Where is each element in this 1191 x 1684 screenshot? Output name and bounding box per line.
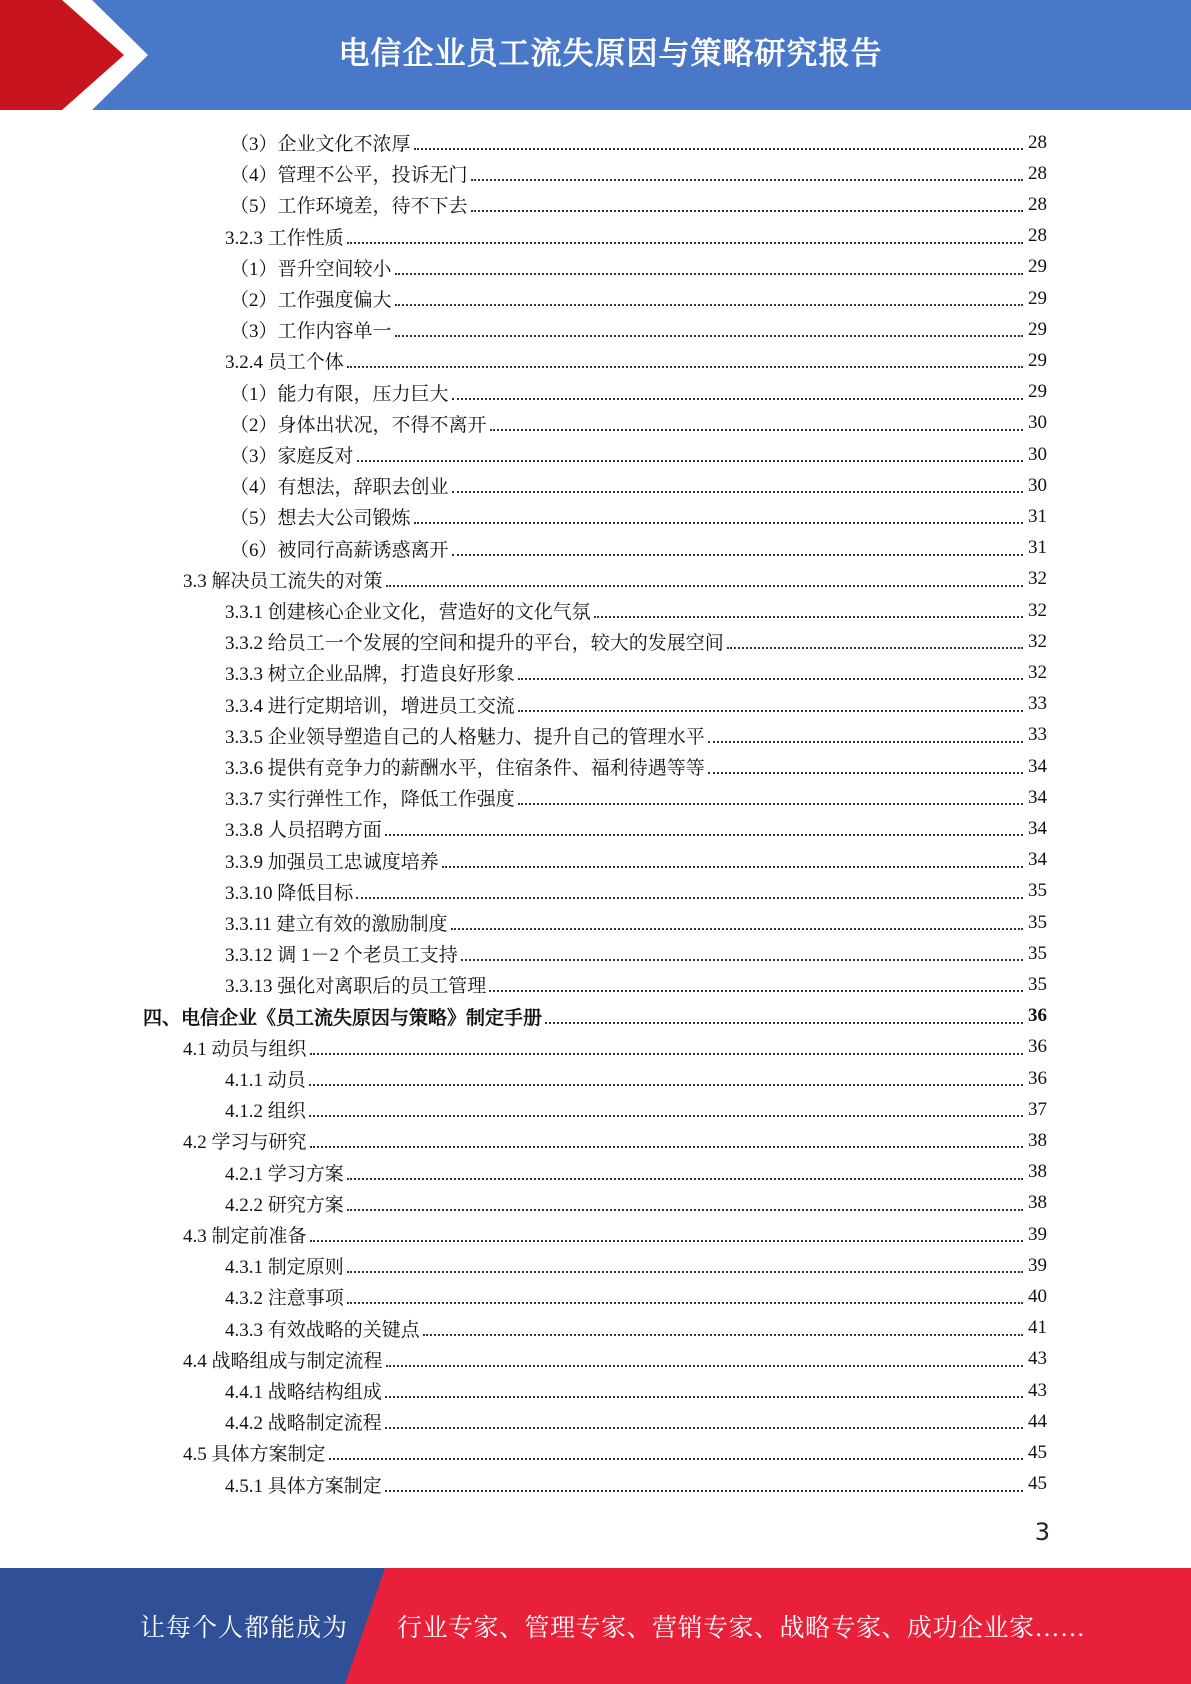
toc-entry-label: 3.3.2 给员工一个发展的空间和提升的平台，较大的发展空间 [225,633,724,655]
toc-leader-dots [461,940,1023,961]
toc-entry-page: 34 [1028,786,1047,808]
toc-entry-label: 3.3.12 调 1－2 个老员工支持 [225,945,458,967]
toc-entry-page: 39 [1028,1223,1047,1245]
toc-leader-dots [386,566,1023,587]
toc-entry-label: 3.3.8 人员招聘方面 [225,820,382,842]
toc-entry[interactable] [225,1094,1047,1125]
toc-leader-dots [442,847,1023,868]
page-number: 3 [1034,1518,1050,1546]
toc-entry-label: 四、电信企业《员工流失原因与策略》制定手册 [143,1007,543,1029]
toc-entry-page: 28 [1028,131,1047,153]
toc-entry-page: 36 [1028,1036,1047,1058]
toc-entry-page: 33 [1028,724,1047,746]
toc-entry-page: 34 [1028,817,1047,839]
toc-entry[interactable] [225,969,1047,1000]
toc-entry[interactable] [225,595,1047,626]
toc-leader-dots [518,784,1023,805]
toc-entry[interactable] [230,501,1047,532]
toc-entry-label: 3.3.3 树立企业品牌，打造良好形象 [225,664,515,686]
toc-entry-label: （1）能力有限，压力巨大 [230,383,449,405]
toc-entry-label: 3.2.3 工作性质 [225,227,344,249]
toc-entry-label: （3）工作内容单一 [230,321,392,343]
toc-leader-dots [310,1127,1023,1148]
toc-entry-label: 3.3 解决员工流失的对策 [183,570,383,592]
toc-leader-dots [347,223,1023,244]
document-title: 电信企业员工流失原因与策略研究报告 [338,35,883,72]
toc-entry-page: 35 [1028,880,1047,902]
toc-entry-page: 43 [1028,1379,1047,1401]
toc-entry-page: 31 [1028,537,1047,559]
toc-entry-page: 37 [1028,1098,1047,1120]
toc-entry[interactable] [225,1313,1047,1344]
toc-leader-dots [310,1034,1023,1055]
toc-entry-label: 4.4.2 战略制定流程 [225,1413,382,1435]
toc-entry-page: 32 [1028,599,1047,621]
toc-entry-label: 4.3.1 制定原则 [225,1257,344,1279]
toc-entry-page: 32 [1028,630,1047,652]
toc-entry-label: （4）管理不公平，投诉无门 [230,165,468,187]
toc-entry-page: 30 [1028,474,1047,496]
toc-entry-page: 36 [1028,1005,1047,1027]
toc-entry[interactable] [230,158,1047,189]
toc-entry-page: 30 [1028,412,1047,434]
toc-entry-label: 3.3.9 加强员工忠诚度培养 [225,851,439,873]
toc-entry-label: 4.4 战略组成与制定流程 [183,1350,383,1372]
toc-entry[interactable] [225,1250,1047,1281]
toc-entry[interactable] [225,1157,1047,1188]
toc-entry[interactable] [230,470,1047,501]
toc-entry[interactable] [183,564,1047,595]
toc-entry[interactable] [225,1281,1047,1312]
toc-entry[interactable] [183,1032,1047,1063]
toc-entry-label: 3.3.13 强化对离职后的员工管理 [225,976,487,998]
toc-entry-label: 4.3.2 注意事项 [225,1288,344,1310]
toc-leader-dots [452,472,1023,493]
toc-entry-label: 3.3.1 创建核心企业文化，营造好的文化气氛 [225,602,591,623]
toc-entry-label: （3）企业文化不浓厚 [230,134,411,155]
toc-entry-label: 3.2.4 员工个体 [225,352,344,374]
toc-entry-page: 32 [1028,568,1047,590]
toc-entry-label: 3.3.10 降低目标 [225,882,354,904]
toc-entry[interactable] [183,1344,1047,1375]
toc-entry-page: 41 [1028,1317,1047,1339]
toc-leader-dots [414,129,1023,150]
toc-entry-page: 31 [1028,505,1047,527]
toc-entry-label: 3.3.5 企业领导塑造自己的人格魅力、提升自己的管理水平 [225,726,705,748]
toc-entry[interactable] [225,221,1047,252]
toc-entry-label: 4.1.2 组织 [225,1101,306,1123]
toc-entry-label: 3.3.11 建立有效的激励制度 [225,914,448,935]
toc-entry-page: 35 [1028,942,1047,964]
toc-entry[interactable] [225,345,1047,376]
toc-leader-dots [347,1159,1023,1180]
toc-leader-dots [347,347,1023,368]
toc-entry[interactable] [225,689,1047,720]
toc-entry-page: 34 [1028,849,1047,871]
toc-entry-label: 4.5 具体方案制定 [183,1444,326,1466]
toc-entry-label: 4.4.1 战略结构组成 [225,1382,382,1403]
toc-entry-label: 4.2.2 研究方案 [225,1194,344,1216]
toc-entry[interactable] [225,1406,1047,1437]
toc-entry[interactable] [225,938,1047,969]
toc-leader-dots [490,410,1023,431]
toc-entry-page: 29 [1028,256,1047,278]
toc-entry[interactable] [183,1219,1047,1250]
footer-slogan-right: 行业专家、管理专家、营销专家、战略专家、成功企业家…… [397,1615,1086,1642]
footer-slogan-left: 让每个人都能成为 [140,1615,349,1642]
toc-entry-page: 44 [1028,1410,1047,1432]
toc-entry-page: 43 [1028,1348,1047,1370]
toc-entry-label: 3.3.7 实行弹性工作，降低工作强度 [225,789,515,811]
page-footer [0,1568,1191,1684]
toc-entry-page: 28 [1028,162,1047,184]
toc-entry-label: （5）工作环境差，待不下去 [230,196,468,218]
toc-leader-dots [423,1315,1023,1336]
toc-leader-dots [395,285,1023,306]
toc-entry[interactable] [230,252,1047,283]
toc-entry-page: 38 [1028,1161,1047,1183]
toc-entry-page: 29 [1028,318,1047,340]
toc-leader-dots [309,1065,1023,1086]
toc-entry-label: 4.5.1 具体方案制定 [225,1475,382,1497]
toc-leader-dots [385,1377,1023,1398]
toc-entry[interactable] [225,782,1047,813]
toc-entry[interactable] [230,127,1047,158]
toc-entry-label: 3.3.6 提供有竞争力的薪酬水平，住宿条件、福利待遇等等 [225,758,705,779]
toc-leader-dots [310,1221,1023,1242]
toc-entry-page: 35 [1028,973,1047,995]
toc-entry[interactable] [225,845,1047,876]
toc-leader-dots [395,254,1023,275]
toc-entry[interactable] [225,720,1047,751]
toc-entry-page: 38 [1028,1129,1047,1151]
toc-entry[interactable] [230,377,1047,408]
toc-entry-page: 36 [1028,1067,1047,1089]
toc-entry[interactable] [230,439,1047,470]
toc-leader-dots [357,441,1023,462]
toc-entry-page: 45 [1028,1441,1047,1463]
toc-entry-label: 4.3 制定前准备 [183,1226,307,1247]
toc-entry-page: 29 [1028,381,1047,403]
toc-leader-dots [471,191,1023,212]
toc-entry[interactable] [230,408,1047,439]
toc-entry[interactable] [225,1375,1047,1406]
toc-leader-dots [385,1408,1023,1429]
toc-leader-dots [545,1003,1023,1024]
toc-leader-dots [489,971,1023,992]
toc-entry-label: （6）被同行高薪诱惑离开 [230,539,449,561]
toc-entry-page: 28 [1028,193,1047,215]
toc-leader-dots [518,691,1023,712]
toc-leader-dots [329,1439,1023,1460]
toc-entry-label: （4）有想法，辞职去创业 [230,477,449,499]
toc-entry[interactable] [183,1437,1047,1468]
toc-leader-dots [356,878,1023,899]
toc-leader-dots [386,1346,1023,1367]
toc-entry-label: （3）家庭反对 [230,446,354,467]
toc-entry-label: 4.2 学习与研究 [183,1132,307,1154]
toc-leader-dots [518,659,1023,680]
toc-leader-dots [452,535,1023,556]
page-header [0,0,1191,110]
toc-entry[interactable] [225,1469,1047,1500]
toc-entry-page: 32 [1028,661,1047,683]
toc-entry[interactable] [225,626,1047,657]
toc-entry[interactable] [183,1125,1047,1156]
toc-leader-dots [708,722,1023,743]
toc-leader-dots [727,628,1023,649]
toc-entry-page: 35 [1028,911,1047,933]
toc-leader-dots [594,597,1023,618]
toc-leader-dots [452,379,1023,400]
toc-entry-page: 30 [1028,443,1047,465]
toc-entry[interactable] [230,283,1047,314]
toc-entry-label: 4.1 动员与组织 [183,1038,307,1060]
toc-entry[interactable] [225,907,1047,938]
toc-leader-dots [347,1283,1023,1304]
toc-entry-page: 33 [1028,693,1047,715]
toc-entry[interactable] [225,813,1047,844]
toc-entry[interactable] [225,876,1047,907]
toc-entry[interactable] [230,533,1047,564]
toc-leader-dots [471,160,1023,181]
toc-entry[interactable] [230,189,1047,220]
toc-leader-dots [414,503,1023,524]
toc-entry-label: （2）身体出状况，不得不离开 [230,414,487,436]
toc-leader-dots [309,1096,1023,1117]
toc-entry[interactable] [225,657,1047,688]
toc-entry-label: 4.1.1 动员 [225,1070,306,1091]
toc-entry-label: 3.3.4 进行定期培训，增进员工交流 [225,695,515,717]
toc-entry-label: 4.2.1 学习方案 [225,1163,344,1185]
toc-entry-page: 29 [1028,349,1047,371]
toc-entry-label: （2）工作强度偏大 [230,290,392,311]
toc-leader-dots [347,1252,1023,1273]
toc-leader-dots [708,753,1023,774]
toc-leader-dots [395,316,1023,337]
toc-leader-dots [385,1471,1023,1492]
toc-entry[interactable] [225,1188,1047,1219]
toc-entry[interactable] [225,1063,1047,1094]
toc-entry-page: 45 [1028,1473,1047,1495]
toc-entry-page: 29 [1028,287,1047,309]
toc-entry-label: 4.3.3 有效战略的关键点 [225,1319,420,1341]
toc-entry[interactable] [143,1001,1047,1032]
toc-leader-dots [385,815,1023,836]
toc-entry[interactable] [225,751,1047,782]
toc-entry-label: （1）晋升空间较小 [230,258,392,280]
toc-entry-page: 28 [1028,225,1047,247]
toc-leader-dots [347,1190,1023,1211]
toc-entry-page: 40 [1028,1285,1047,1307]
toc-leader-dots [451,909,1023,930]
toc-entry[interactable] [230,314,1047,345]
toc-entry-page: 38 [1028,1192,1047,1214]
toc-entry-page: 34 [1028,755,1047,777]
toc-entry-label: （5）想去大公司锻炼 [230,508,411,530]
toc-entry-page: 39 [1028,1254,1047,1276]
